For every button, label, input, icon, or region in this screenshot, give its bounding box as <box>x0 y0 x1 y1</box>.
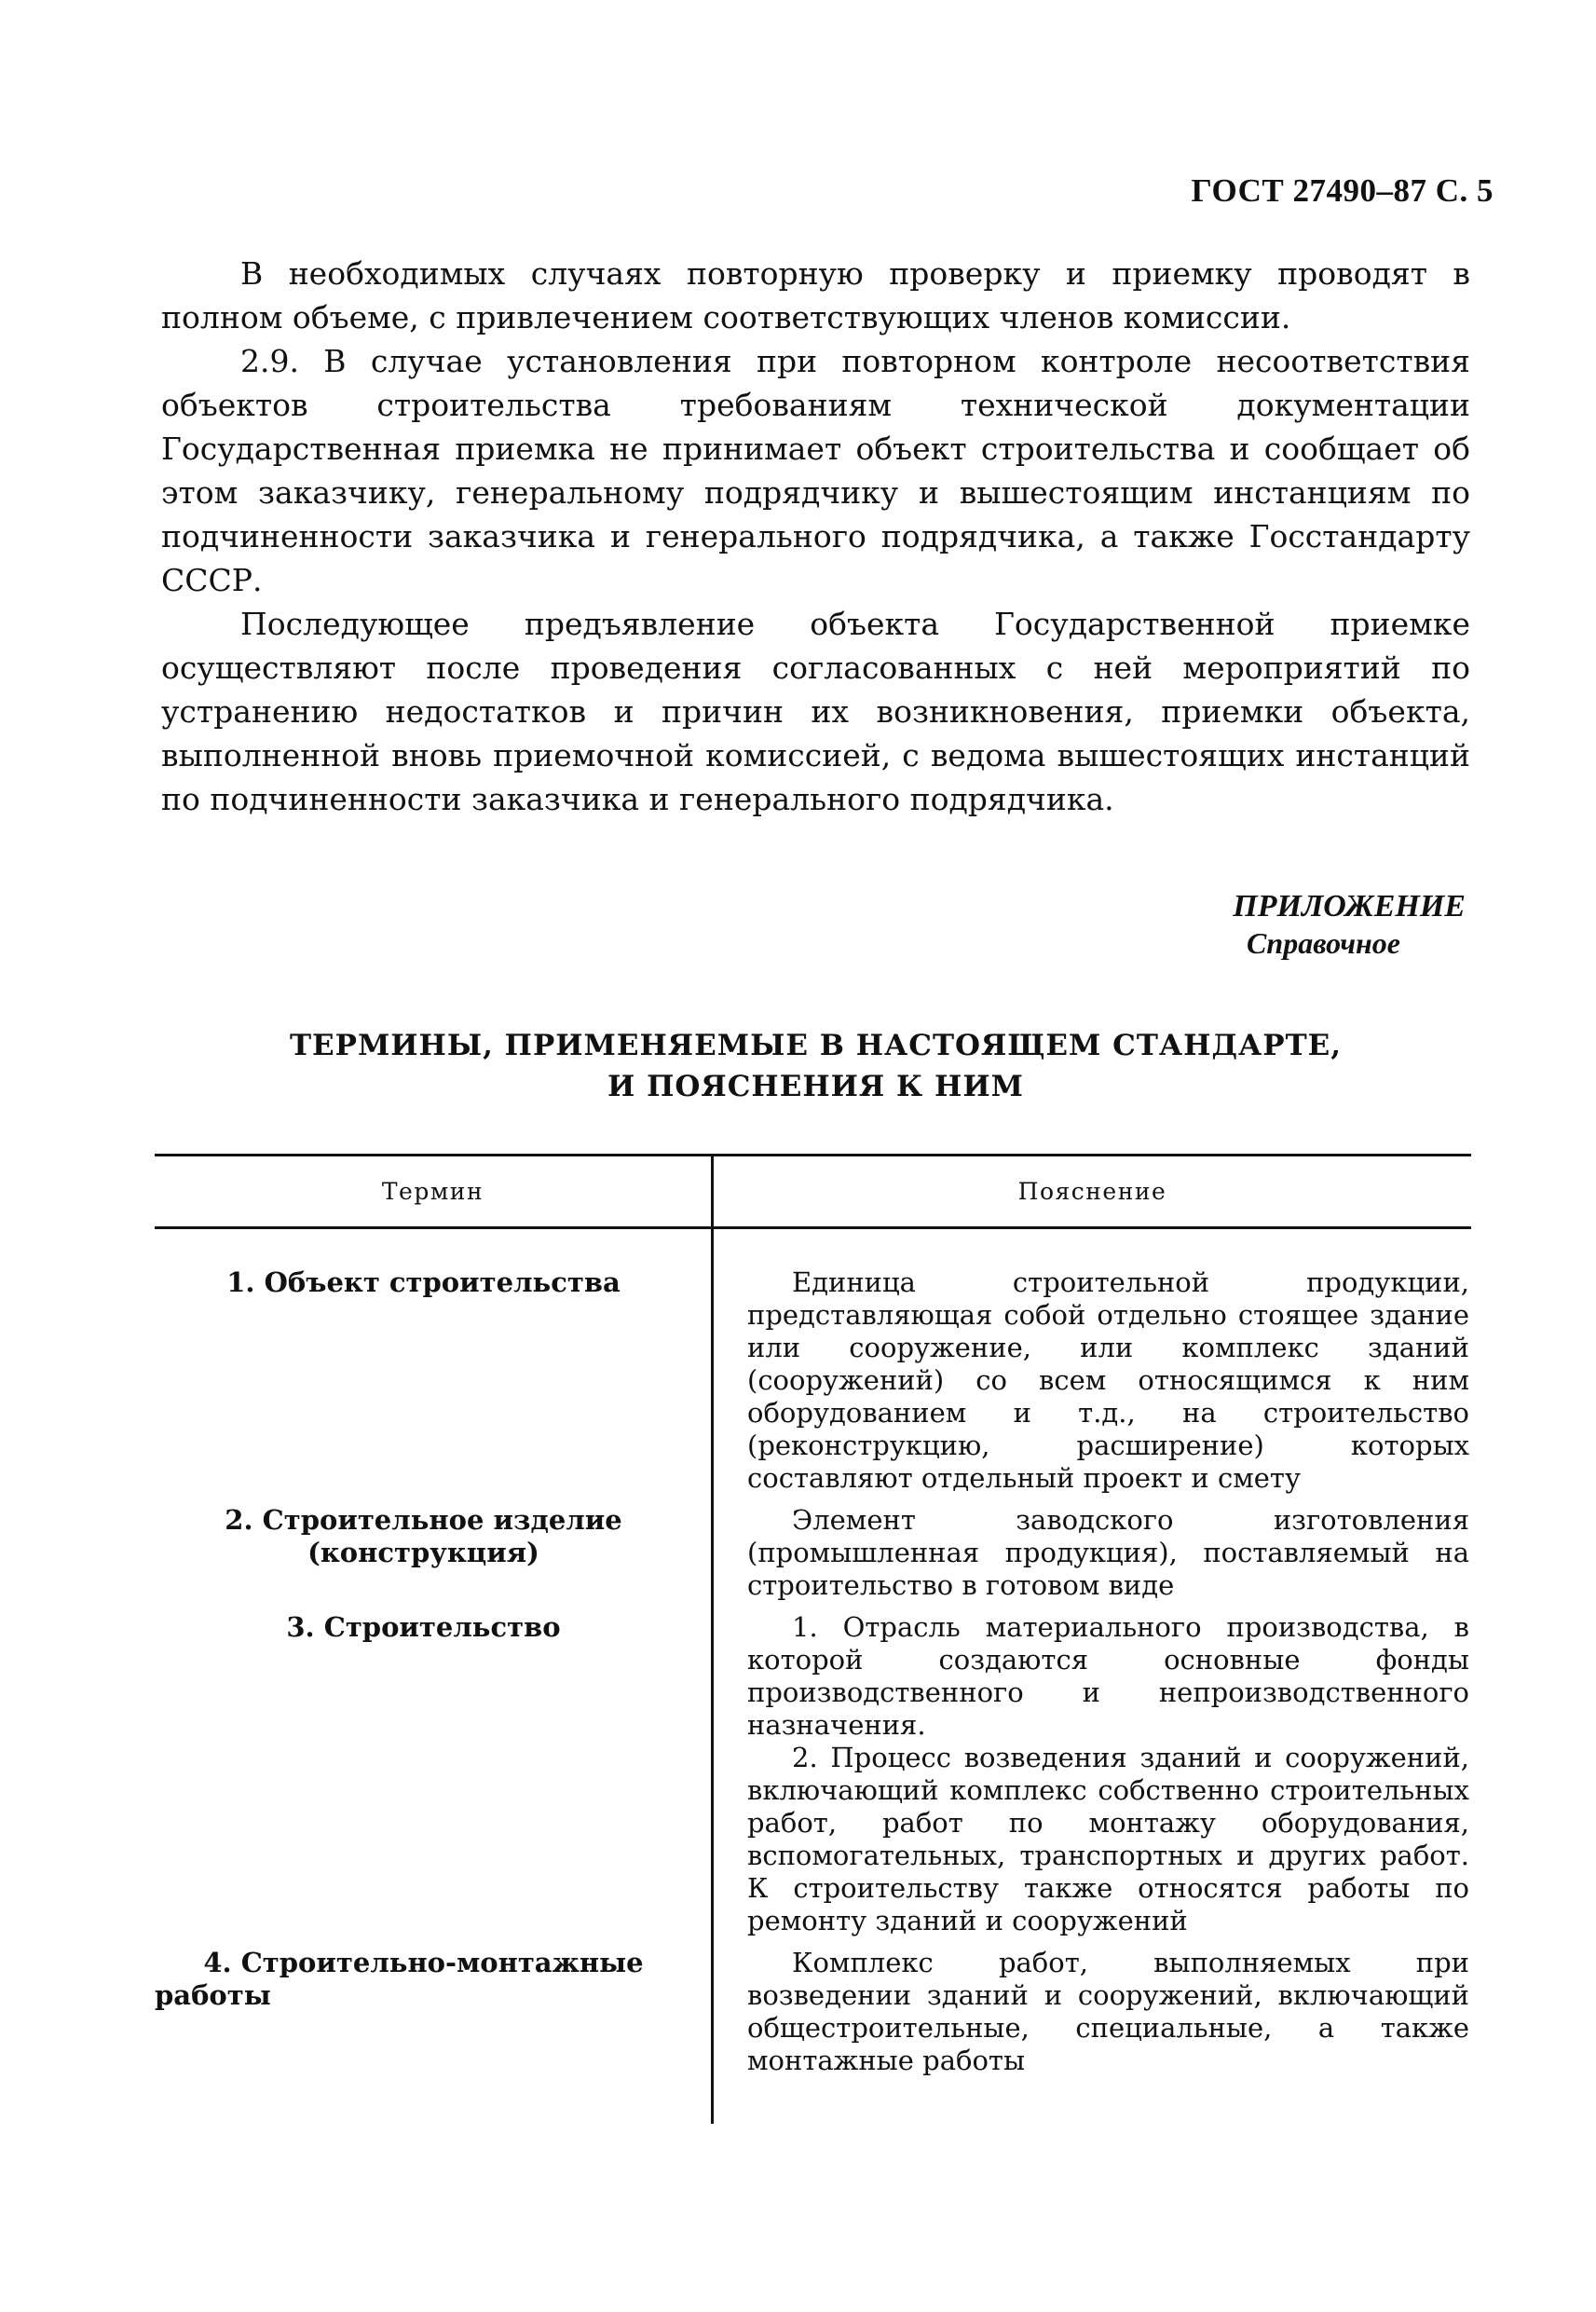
paragraph: Последующее предъявление объекта Государственной приемке осуществляют после проведения согласованных с ней мероприятий по устранению недостатков и причин их возникновения, приемки объекта, выполненной вновь приемочной комиссией, с ведома вышестоящих инстанций по подчиненности заказчика и генерального подрядчика. <box>161 606 1470 817</box>
appendix-status: Справочное <box>1247 926 1400 960</box>
appendix-label: ПРИЛОЖЕНИЕ <box>1233 889 1466 923</box>
section-title-line1: ТЕРМИНЫ, ПРИМЕНЯЕМЫЕ В НАСТОЯЩЕМ СТАНДАРТЕ, <box>289 1029 1343 1062</box>
header-explanation: Пояснение <box>713 1156 1472 1228</box>
term-hanging <box>155 1947 692 2012</box>
explanation-cell: Комплекс работ, выполняемых при возведении зданий и сооружений, включающий общестроительные, специальные, а также монтажные работы <box>747 1947 1469 2076</box>
section-title-line2: И ПОЯСНЕНИЯ К НИМ <box>607 1070 1024 1103</box>
paragraph: В необходимых случаях повторную проверку и приемку проводят в полном объеме, с привлечением соответствующих членов комиссии. <box>161 255 1470 335</box>
term-line: 4. Строительно-монтажные <box>203 1947 644 1978</box>
section-title <box>161 1025 1470 1107</box>
term-line: (конструкция) <box>307 1537 539 1568</box>
page-header-doc-ref: ГОСТ 27490–87 С. 5 <box>1191 172 1494 209</box>
appendix-label-block <box>1000 888 1466 961</box>
header-term: Термин <box>155 1156 713 1228</box>
term-cell-empty <box>155 1742 713 1937</box>
term-cell <box>155 1937 713 2077</box>
table-row <box>155 1602 1471 1742</box>
table-row <box>155 1937 1471 2077</box>
term-cell: 1. Объект строительства <box>155 1228 713 1496</box>
term-cell-empty <box>155 2077 713 2124</box>
term-cell: 3. Строительство <box>155 1602 713 1742</box>
paragraph: 2.9. В случае установления при повторном контроле несоответствия объектов строительства требованиям технической документации Государственная приемка не принимает объект строительства и сообщает об этом заказчику, генеральному подрядчику и вышестоящим инстанциям по подчиненности заказчика и генерального подрядчика, а также Госстандарту СССР. <box>161 343 1470 598</box>
explanation-cell: Единица строительной продукции, представляющая собой отдельно стоящее здание или сооружение, или комплекс зданий (сооружений) со всем относящимся к ним оборудованием и т.д., на строительство (реконструкцию, расширение) которых составляют отдельный проект и смету <box>747 1266 1469 1494</box>
term-cell <box>155 1495 713 1602</box>
table-row <box>155 1495 1471 1602</box>
explanation-cell: 2. Процесс возведения зданий и сооружений, включающий комплекс собственно строительных работ, работ по монтажу оборудования, вспомогательных, транспортных и других работ. К строительству также относятся работы по ремонту зданий и сооружений <box>747 1742 1469 1936</box>
body-text <box>161 252 1470 821</box>
table-header-row <box>155 1156 1471 1228</box>
table-row <box>155 1228 1471 1496</box>
table-tail-row <box>155 2077 1471 2124</box>
explanation-cell: Элемент заводского изготовления (промышленная продукция), поставляемый на строительство в готовом виде <box>747 1504 1469 1601</box>
terms-table <box>155 1154 1471 2124</box>
table-row <box>155 1742 1471 1937</box>
term-line: 2. Строительное изделие <box>225 1504 622 1536</box>
term-line: работы <box>155 1979 271 2011</box>
explanation-cell-empty <box>713 2077 1472 2124</box>
explanation-cell: 1. Отрасль материального производства, в которой создаются основные фонды производственного и непроизводственного назначения. <box>747 1611 1469 1741</box>
